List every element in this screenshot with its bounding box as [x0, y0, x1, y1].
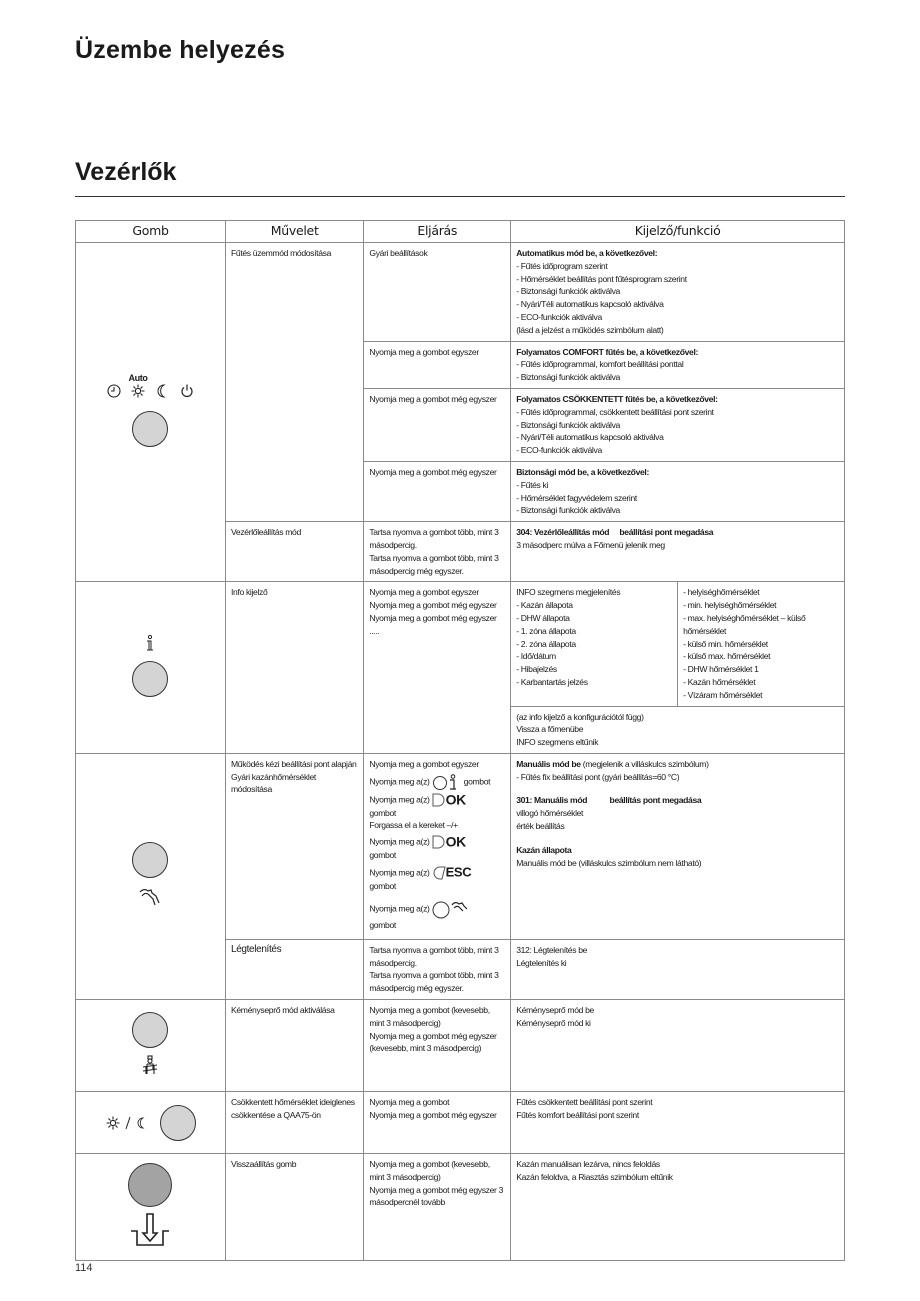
chimney-sweep-button-cell — [76, 1000, 226, 1092]
mode-button[interactable] — [132, 411, 168, 447]
header-eljaras: Eljárás — [364, 221, 511, 243]
section-divider — [75, 196, 845, 197]
procedure-cell: Nyomja meg a gombot egyszer Nyomja meg a(z) gombot Nyomja meg a(z) OK gombot Forgassa el a kereket –/+ Nyomja meg a(z) OK gombot Nyomja meg a(z) ESC gombot Nyomja meg a(z) gombot — [364, 753, 511, 939]
info-button[interactable] — [132, 661, 168, 697]
table-header-row — [76, 221, 845, 243]
procedure-cell: Nyomja meg a gombot (kevesebb, mint 3 másodpercig) Nyomja meg a gombot még egyszer (kevesebb, mint 3 másodpercig) — [364, 1000, 511, 1092]
clock-icon — [108, 385, 120, 397]
action-cell: Visszaállítás gomb — [225, 1154, 363, 1261]
table-row — [76, 1154, 845, 1261]
display-cell: Folyamatos CSÖKKENTETT fűtés be, a következővel: - Fűtés időprogrammal, csökkentett beállítási pont szerint - Biztonsági funkciók aktiválva - Nyári/Téli automatikus kapcsoló aktiválva - ECO-funkciók aktiválva — [511, 388, 845, 461]
procedure-cell: Tartsa nyomva a gombot több, mint 3 másodpercig. Tartsa nyomva a gombot több, mint 3 másodpercig még egyszer. — [364, 939, 511, 999]
moon-icon — [158, 385, 164, 397]
action-cell: Csökkentett hőmérséklet ideiglenes csökkentése a QAA75-ön — [225, 1092, 363, 1154]
action-cell: Működés kézi beállítási pont alapján Gyári kazánhőmérséklet módosítása — [225, 753, 363, 939]
info-icon — [144, 635, 156, 653]
esc-key-icon — [432, 866, 446, 880]
eco-button-cell — [76, 1092, 226, 1154]
display-cell: Folyamatos COMFORT fűtés be, a következővel: - Fűtés időprogrammal, komfort beállítási ponttal - Biztonsági funkciók aktiválva — [511, 341, 845, 388]
chapter-title: Üzembe helyezés — [75, 36, 286, 64]
table-row — [76, 1000, 845, 1092]
reset-button-cell — [76, 1154, 226, 1261]
hand-icon — [138, 887, 162, 907]
procedure-cell: Nyomja meg a gombot (kevesebb, mint 3 másodpercig) Nyomja meg a gombot még egyszer 3 másodpercnél tovább — [364, 1154, 511, 1261]
info-key-icon — [432, 774, 462, 790]
info-button-cell — [76, 582, 226, 754]
ok-key-icon — [432, 793, 446, 807]
procedure-cell: Nyomja meg a gombot egyszer Nyomja meg a gombot még egyszer Nyomja meg a gombot még egyszer ..... — [364, 582, 511, 754]
moon-icon — [138, 1118, 143, 1128]
action-cell: Légtelenítés — [225, 939, 363, 999]
header-gomb: Gomb — [76, 221, 226, 243]
table-row — [76, 243, 845, 342]
chimney-sweep-button[interactable] — [132, 1012, 168, 1048]
ok-key-icon — [432, 835, 446, 849]
procedure-cell: Tartsa nyomva a gombot több, mint 3 másodpercig. Tartsa nyomva a gombot több, mint 3 másodpercig még egyszer. — [364, 522, 511, 582]
manual-button[interactable] — [132, 842, 168, 878]
sun-moon-symbols — [105, 1115, 151, 1131]
power-icon — [182, 384, 192, 396]
action-cell: Vezérlőleállítás mód — [225, 522, 363, 582]
page-number: 114 — [75, 1262, 93, 1274]
action-cell: Info kijelző — [225, 582, 363, 754]
display-cell: Kéményseprő mód be Kéményseprő mód ki — [511, 1000, 845, 1092]
display-cell: Biztonsági mód be, a következővel: - Fűtés ki - Hőmérséklet fagyvédelem szerint - Biztonsági funkciók aktiválva — [511, 461, 845, 521]
controls-table — [75, 220, 845, 1261]
sun-icon — [107, 1116, 120, 1129]
mode-button-cell — [76, 243, 226, 582]
display-left-cell: INFO szegmens megjelenítés - Kazán állapota - DHW állapota - 1. zóna állapota - 2. zóna állapota - Idő/dátum - Hibajelzés - Karbantartás jelzés — [511, 582, 678, 706]
chimney-sweep-icon — [142, 1055, 158, 1075]
display-cell: Automatikus mód be, a következővel: - Fűtés időprogram szerint - Hőmérséklet beállítás pont fűtésprogram szerint - Biztonsági funkciók aktiválva - Nyári/Téli automatikus kapcsoló aktiválva - ECO-funkciók aktiválva (lásd a jelzést a működés szimbólum alatt) — [511, 243, 845, 342]
reset-button[interactable] — [128, 1163, 172, 1207]
table-row — [76, 1092, 845, 1154]
table-row — [76, 582, 845, 706]
action-cell: Kéményseprő mód aktiválása — [225, 1000, 363, 1092]
display-cell: Manuális mód be (megjelenik a villáskulcs szimbólum) - Fűtés fix beállítási pont (gyári beállítás=60 °C) 301: Manuális mód beállítás pont megadása villogó hőmérséklet érték beállítás Kazán állapota Manuális mód be (villáskulcs szimbólum nem látható) — [511, 753, 845, 939]
display-cell: 304: Vezérlőleállítás mód beállítási pont megadása 3 másodperc múlva a Főmenü jelenik meg — [511, 522, 845, 582]
sun-icon — [132, 384, 145, 397]
procedure-cell: Nyomja meg a gombot Nyomja meg a gombot még egyszer — [364, 1092, 511, 1154]
section-title: Vezérlők — [75, 158, 177, 186]
display-cell: 312: Légtelenítés be Légtelenítés ki — [511, 939, 845, 999]
procedure-cell: Nyomja meg a gombot még egyszer — [364, 388, 511, 461]
header-muvelet: Művelet — [225, 221, 363, 243]
manual-button-cell — [76, 753, 226, 999]
display-right-cell: - helyiséghőmérséklet - min. helyiséghőmérséklet - max. helyiséghőmérséklet – külső hőmérséklet - külső min. hőmérséklet - külső max. hőmérséklet - DHW hőmérséklet 1 - Kazán hőmérséklet - Vízáram hőmérséklet — [678, 582, 845, 706]
procedure-cell: Nyomja meg a gombot még egyszer — [364, 461, 511, 521]
manual-key-icon — [432, 899, 472, 919]
procedure-cell: Gyári beállítások — [364, 243, 511, 342]
action-cell: Fűtés üzemmód módosítása — [225, 243, 363, 522]
mode-symbols — [104, 383, 196, 399]
procedure-cell: Nyomja meg a gombot egyszer — [364, 341, 511, 388]
slash-separator — [126, 1117, 130, 1129]
display-cell: Kazán manuálisan lezárva, nincs feloldás Kazán feloldva, a Riasztás szimbólum eltűnik — [511, 1154, 845, 1261]
display-cell: Fűtés csökkentett beállítási pont szerint Fűtés komfort beállítási pont szerint — [511, 1092, 845, 1154]
table-row — [76, 753, 845, 939]
eco-button[interactable] — [160, 1105, 196, 1141]
display-bottom-cell: (az info kijelző a konfigurációtól függ) Vissza a főmenübe INFO szegmens eltűnik — [511, 706, 845, 753]
auto-label: Auto — [128, 372, 148, 383]
header-kijelzo: Kijelző/funkció — [511, 221, 845, 243]
reset-arrow-icon — [129, 1213, 171, 1247]
